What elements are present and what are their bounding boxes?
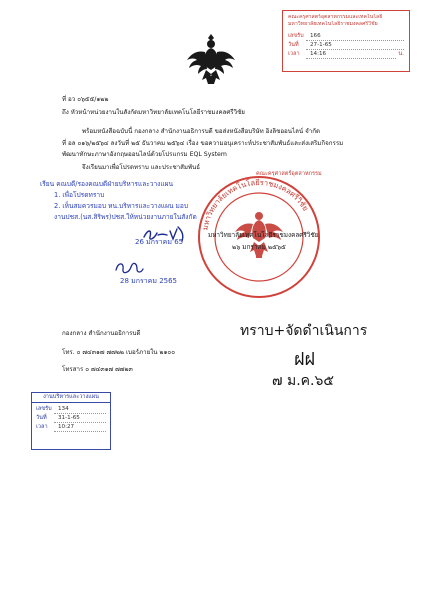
- letter-tel: โทร. ๐ ๗๔๓๑๗ ๗๗๒๒ เบอร์ภายใน ๒๑๐๐: [62, 349, 175, 356]
- note-line-4: งานปชส.(นส.สิริพร)ปชส.ให้หน่วยงานภายในสังกัด: [54, 213, 197, 221]
- plan-stamp-time-row: [36, 423, 106, 432]
- seal-under-text: มหาวิทยาลัยเทคโนโลยีราชมงคลศรีวิชัย: [208, 231, 319, 239]
- note-line-2: 1. เพื่อโปรดทราบ: [54, 191, 105, 199]
- note-line-1: เรียน คณบดี/รองคณบดีฝ่ายบริหารและวางแผน: [40, 180, 174, 188]
- receipt-stamp-date-row: [288, 41, 404, 50]
- seal-ring-text: มหาวิทยาลัยเทคโนโลยีราชมงคลศรีวิชัย: [200, 177, 311, 231]
- plan-stamp-time-label: เวลา: [36, 424, 48, 430]
- receipt-stamp-date-value: 27-1-65: [306, 41, 404, 50]
- plan-stamp: [31, 392, 111, 450]
- letter-body-line-3: พัฒนาทักษะภาษาอังกฤษออนไลน์ด้วยโปรแกรม EQL System: [62, 151, 227, 158]
- handwritten-note-3: ๗ ม.ค.๖๕: [272, 373, 334, 389]
- receipt-stamp-org-1: คณะครุศาสตร์อุตสาหกรรมและเทคโนโลยี: [288, 14, 383, 20]
- note-date-1: 26 มกราคม 65: [135, 238, 184, 246]
- receipt-stamp-time-value: 14:16: [306, 50, 396, 59]
- letter-body-line-2: ที่ อล ๐๑๖/๒๕๖๔ ลงวันที่ ๒๕ ธันวาคม ๒๕๖๔ เรื่อง ขอความอนุเคราะห์ประชาสัมพันธ์และส่งเสริมกิจกรรม: [62, 140, 344, 147]
- note-date-2: 28 มกราคม 2565: [120, 277, 178, 285]
- receipt-stamp: [282, 10, 410, 72]
- plan-stamp-date-row: [36, 414, 106, 423]
- plan-stamp-no-value: 134: [54, 405, 106, 414]
- note-line-3: 2. เห็นสมควรมอบ หน.บริหารและวางแผน มอบ: [54, 202, 189, 210]
- plan-stamp-no-label: เลขรับ: [36, 406, 52, 412]
- handwritten-note-2: ฝฝ: [294, 349, 316, 370]
- signature-2: [112, 258, 146, 278]
- receipt-stamp-suffix: น.: [398, 51, 404, 57]
- plan-stamp-date-label: วันที่: [36, 415, 47, 421]
- letter-closing: จึงเรียนมาเพื่อโปรดทราบ และประชาสัมพันธ์: [82, 164, 201, 171]
- plan-stamp-time-value: 10:27: [54, 423, 106, 432]
- receipt-stamp-org-2: มหาวิทยาลัยเทคโนโลยีราชมงคลศรีวิชัย: [288, 21, 378, 27]
- garuda-emblem: [186, 32, 236, 88]
- seal-under-date: ๒๖ มกราคม ๒๕๖๕: [232, 243, 286, 251]
- receipt-stamp-date-label: วันที่: [288, 42, 299, 48]
- seal-top-text: คณะครุศาสตร์อุตสาหกรรม: [256, 171, 322, 177]
- receipt-stamp-no-label: เลขรับ: [288, 33, 304, 39]
- receipt-stamp-time-label: เวลา: [288, 51, 300, 57]
- handwritten-note-1: ทราบ+จัดดำเนินการ: [240, 323, 368, 339]
- letter-ref-no: ที่ อว ๐๖๕๕/๑๒๒: [62, 96, 109, 103]
- letter-body-line-1: พร้อมหนังสือฉบับนี้ กองกลาง สำนักงานอธิการบดี ขอส่งหนังสือบริษัท อิงลิชออนไลน์ จำกัด: [82, 128, 320, 135]
- plan-stamp-title: งานบริหารและวางแผน: [32, 393, 110, 403]
- letter-fax: โทรสาร ๐ ๗๔๓๑๗ ๗๗๒๓: [62, 366, 133, 373]
- letter-sender: กองกลาง สำนักงานอธิการบดี: [62, 330, 141, 337]
- letter-to: ถึง หัวหน้าหน่วยงานในสังกัดมหาวิทยาลัยเทคโนโลยีราชมงคลศรีวิชัย: [62, 109, 245, 116]
- plan-stamp-date-value: 31-1-65: [54, 414, 106, 423]
- receipt-stamp-no-value: 166: [306, 32, 404, 41]
- plan-stamp-no-row: [36, 405, 106, 414]
- receipt-stamp-time-row: [288, 50, 404, 59]
- receipt-stamp-no-row: [288, 32, 404, 41]
